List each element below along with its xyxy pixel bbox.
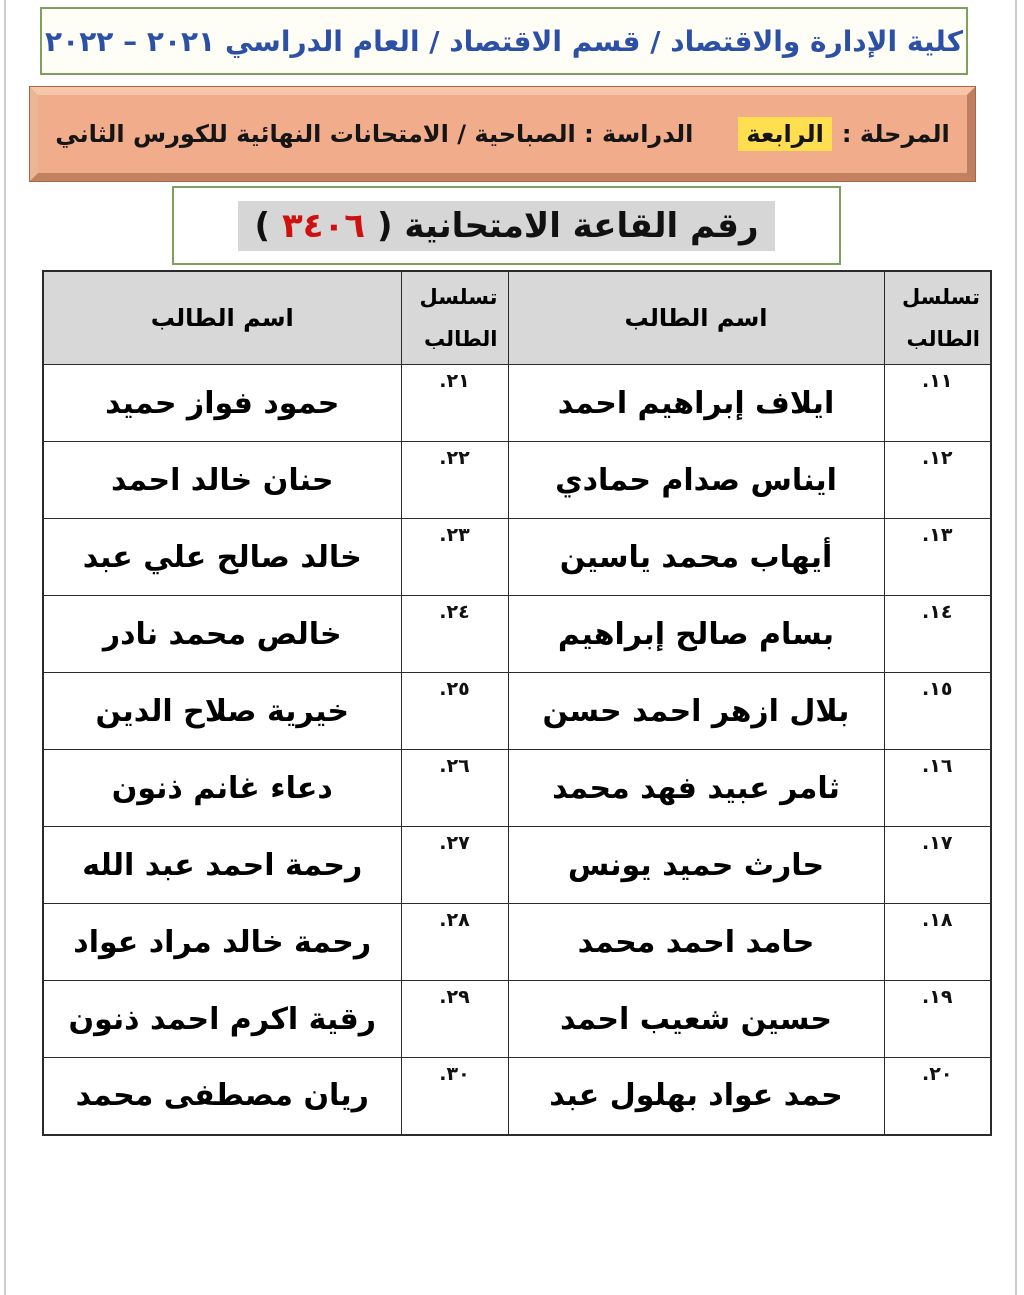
table-row — [43, 596, 991, 673]
student-name: بسام صالح إبراهيم — [508, 596, 884, 673]
hall-paren-open: ( — [377, 205, 393, 246]
student-serial: ١٣. — [884, 519, 991, 596]
student-serial: ٢٥. — [401, 673, 508, 750]
stage-value-highlight: الرابعة — [738, 117, 832, 151]
exam-hall-box — [172, 186, 841, 265]
hall-label: رقم القاعة الامتحانية — [404, 205, 759, 246]
study-info: الدراسة : الصباحية / الامتحانات النهائية للكورس الثاني — [55, 120, 694, 148]
student-name: حسين شعيب احمد — [508, 981, 884, 1058]
student-name: رحمة خالد مراد عواد — [43, 904, 401, 981]
student-name: دعاء غانم ذنون — [43, 750, 401, 827]
serial-header-line2: الطالب — [906, 327, 980, 351]
exam-hall-line — [238, 201, 774, 251]
table-row — [43, 981, 991, 1058]
name-column-header: اسم الطالب — [508, 271, 884, 365]
student-serial: ١٩. — [884, 981, 991, 1058]
name-column-header: اسم الطالب — [43, 271, 401, 365]
student-serial: ١٥. — [884, 673, 991, 750]
student-name: حنان خالد احمد — [43, 442, 401, 519]
student-serial: ٣٠. — [401, 1058, 508, 1135]
table-header-row — [43, 271, 991, 365]
student-roster-table — [42, 270, 992, 1136]
student-name: ايناس صدام حمادي — [508, 442, 884, 519]
student-name: خالص محمد نادر — [43, 596, 401, 673]
student-name: خالد صالح علي عبد — [43, 519, 401, 596]
table-row — [43, 904, 991, 981]
student-serial: ١٧. — [884, 827, 991, 904]
page-edge-left — [4, 0, 6, 1295]
student-name: ريان مصطفى محمد — [43, 1058, 401, 1135]
student-serial: ٢٧. — [401, 827, 508, 904]
serial-header-line1: تسلسل — [419, 285, 498, 309]
student-name: خيرية صلاح الدين — [43, 673, 401, 750]
table-row — [43, 750, 991, 827]
student-name: رقية اكرم احمد ذنون — [43, 981, 401, 1058]
stage-info-box — [30, 87, 975, 181]
student-name: حامد احمد محمد — [508, 904, 884, 981]
student-name: ثامر عبيد فهد محمد — [508, 750, 884, 827]
serial-column-header — [884, 271, 991, 365]
student-name: أيهاب محمد ياسين — [508, 519, 884, 596]
table-row — [43, 827, 991, 904]
table-row — [43, 442, 991, 519]
serial-header-line1: تسلسل — [902, 285, 980, 309]
table-row — [43, 365, 991, 442]
table-row — [43, 673, 991, 750]
student-serial: ٢٣. — [401, 519, 508, 596]
student-serial: ١٢. — [884, 442, 991, 519]
student-serial: ١١. — [884, 365, 991, 442]
student-name: رحمة احمد عبد الله — [43, 827, 401, 904]
college-header-title: كلية الإدارة والاقتصاد / قسم الاقتصاد / العام الدراسي ٢٠٢١ – ٢٠٢٢ — [45, 24, 963, 58]
table-row — [43, 519, 991, 596]
student-name: حارث حميد يونس — [508, 827, 884, 904]
page-edge-right — [1015, 0, 1017, 1295]
college-header-box — [40, 7, 968, 75]
student-serial: ٢٠. — [884, 1058, 991, 1135]
table-row — [43, 1058, 991, 1135]
student-serial: ٢٢. — [401, 442, 508, 519]
hall-number: ٣٤٠٦ — [282, 205, 366, 246]
student-serial: ٢٦. — [401, 750, 508, 827]
student-serial: ٢٨. — [401, 904, 508, 981]
student-serial: ١٤. — [884, 596, 991, 673]
student-name: بلال ازهر احمد حسن — [508, 673, 884, 750]
student-name: ايلاف إبراهيم احمد — [508, 365, 884, 442]
student-serial: ١٦. — [884, 750, 991, 827]
student-serial: ٢٩. — [401, 981, 508, 1058]
serial-column-header — [401, 271, 508, 365]
student-serial: ٢١. — [401, 365, 508, 442]
stage-label: المرحلة : — [841, 120, 950, 148]
student-name: حمود فواز حميد — [43, 365, 401, 442]
student-serial: ١٨. — [884, 904, 991, 981]
student-serial: ٢٤. — [401, 596, 508, 673]
student-name: حمد عواد بهلول عبد — [508, 1058, 884, 1135]
serial-header-line2: الطالب — [423, 327, 498, 351]
hall-paren-close: ) — [254, 205, 270, 246]
